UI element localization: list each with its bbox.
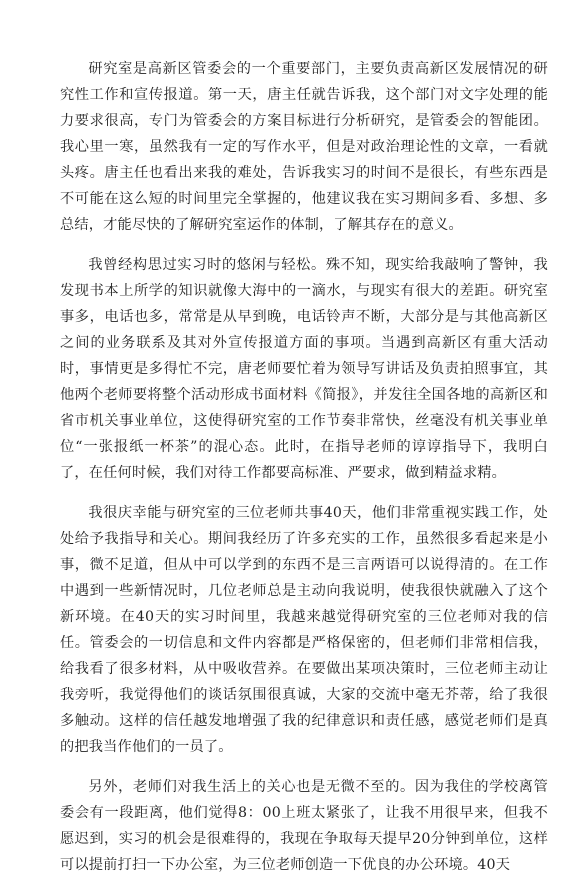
paragraph-3: 我很庆幸能与研究室的三位老师共事40天，他们非常重视实践工作，处处给予我指导和关心。期间我经历了许多充实的工作，虽然很多看起来是小事，微不足道，但从中可以学到的东西不是三言两语可以说得清的。在工作中遇到一些新情况时，几位老师总是主动向我说明，使我很快就融入了这个新环境。在40天的实习时间里，我越来越觉得研究室的三位老师对我的信任。管委会的一切信息和文件内容都是严格保密的，但老师们非常相信我，给我看了很多材料，从中吸收营养。在要做出某项决策时，三位老师主动让我旁听，我觉得他们的谈话氛围很真诚，大家的交流中毫无芥蒂，给了我很多触动。这样的信任越发地增强了我的纪律意识和责任感，感觉老师们是真的把我当作他们的一员了。 xyxy=(60,505,548,755)
document-body xyxy=(60,56,548,892)
paragraph-4: 另外，老师们对我生活上的关心也是无微不至的。因为我住的学校离管委会有一段距离，他们觉得8：00上班太紧张了，让我不用很早来，但我不愿迟到，实习的机会是很难得的，我现在争取每天提早20分钟到单位，这样可以提前打扫一下办公室，为三位老师创造一下优良的办公环境。40天 xyxy=(60,779,548,873)
paragraph-1: 研究室是高新区管委会的一个重要部门，主要负责高新区发展情况的研究性工作和宣传报道。第一天，唐主任就告诉我，这个部门对文字处理的能力要求很高，专门为管委会的方案目标进行分析研究，是管委会的智能团。我心里一寒，虽然我有一定的写作水平，但是对政治理论性的文章，一看就头疼。唐主任也看出来我的难处，告诉我实习的时间不是很长，有些东西是不可能在这么短的时间里完全掌握的，他建议我在实习期间多看、多想、多总结，才能尽快的了解研究室运作的体制，了解其存在的意义。 xyxy=(60,61,548,233)
paragraph-2: 我曾经构思过实习时的悠闲与轻松。殊不知，现实给我敲响了警钟，我发现书本上所学的知识就像大海中的一滴水，与现实有很大的差距。研究室事多，电话也多，常常是从早到晚，电话铃声不断，大部分是与其他高新区之间的业务联系及其对外宣传报道方面的事项。当遇到高新区有重大活动时，事情更是多得忙不完，唐老师要忙着为领导写讲话及负责拍照事宜，其他两个老师要将整个活动形成书面材料《简报》，并发往全国各地的高新区和省市机关事业单位，这使得研究室的工作节奏非常快，丝毫没有机关事业单位“一张报纸一杯茶”的混心态。此时，在指导老师的谆谆指导下，我明白了，在任何时候，我们对待工作都要高标准、严要求，做到精益求精。 xyxy=(60,257,548,481)
